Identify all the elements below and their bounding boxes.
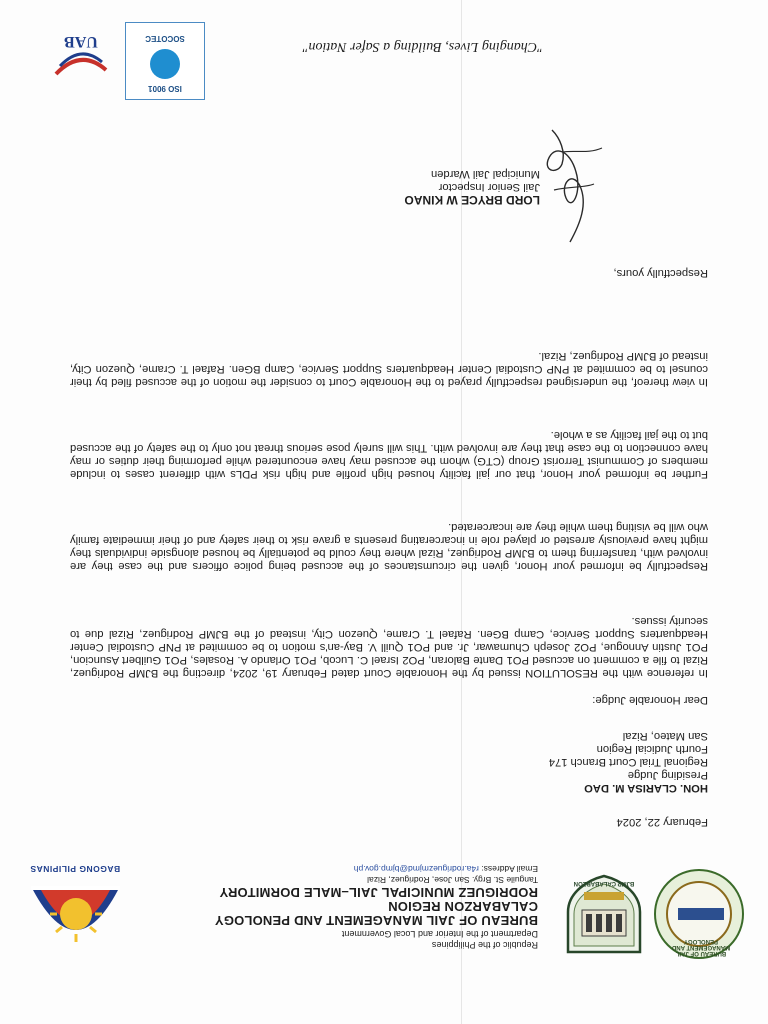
letter-date: February 22, 2024 (616, 816, 708, 828)
socotec-emblem-icon (150, 49, 180, 79)
signatory-block (404, 167, 540, 206)
bjmp-seal-building-icon (678, 908, 724, 920)
badge-banner-text: BJMP CALABARZON (573, 880, 635, 886)
signatory-rank: Jail Senior Inspector (438, 181, 540, 194)
addressee-location: San Mateo, Rizal (622, 730, 708, 743)
iso-certification-badge (125, 22, 205, 100)
addressee-name: HON. CLARISA M. DAO (584, 782, 708, 794)
closing: Respectfully yours, (613, 267, 708, 279)
letterhead-address: Tanguile St. Brgy. San Jose, Rodriguez, Rizal (367, 875, 538, 885)
socotec-label: SOCOTEC (145, 34, 185, 43)
body-paragraph-3: Further be informed your Honor, that our jail facility housed high profile and high risk PDLs with different cases to include members of Communist Terrorist Group (CTG) whom the accused may have encountered while performing their duties or may have connection to the case that they are involved with. This will surely pose serious threat not only to the safety of the accused but to the jail facility as a whole. (70, 429, 708, 480)
iso-label: ISO 9001 (148, 84, 182, 93)
letterhead-office: RODRIGUEZ MUNICIPAL JAIL–MALE DORMITORY (219, 885, 538, 900)
letterhead-department: Department of the Interior and Local Government (341, 929, 538, 939)
email-label: Email Address: (481, 864, 538, 874)
bagong-pilipinas-logo (23, 874, 128, 960)
bjmp-seal-text: BUREAU OF JAIL MANAGEMENT AND PENOLOGY (671, 938, 731, 956)
agency-motto: "Changing Lives, Building a Safer Nation" (302, 39, 543, 54)
bjmp-calabarzon-badge-logo (560, 874, 648, 958)
signatory-name: LORD BRYCE W KINAO (404, 193, 540, 207)
letterhead-email-row (354, 864, 538, 874)
bagong-pilipinas-caption: BAGONG PILIPINAS (29, 864, 121, 874)
addressee-region: Fourth Judicial Region (596, 743, 708, 756)
email-link[interactable]: r4a.rodriguezmjmd@bjmp.gov.ph (353, 864, 479, 874)
handwritten-signature (530, 126, 610, 244)
salutation: Dear Honorable Judge: (592, 694, 708, 706)
uab-label: UAB (64, 33, 98, 50)
signatory-position: Municipal Jail Warden (430, 168, 540, 181)
body-paragraph-4: In view thereof, the undersigned respectfully prayed to the Honorable Court to consider the motion of the accused filed by their counsel to be commited at PNP Custodial Center Headquarters Support Service, Camp BGen. Rafael T. Crame, Quezon City, instead of BJMP Rodriguez, Rizal. (70, 350, 708, 388)
body-paragraph-1: In reference with the RESOLUTION issued by the Honorable Court dated February 19, 2024, directing the BJMP Rodriguez, Rizal to file a comment on accused PO1 Dante Baloran, PO2 Israel C. Lucob, PO1 Orlando A. Rosales, PO1 Guilbert Asuncion, PO1 Justin Annogue, PO2 Joseph Chumawar, Jr. and PO1 Quill V. Bay-an's motion to be commited at PNP Custodial Center Headquarters Support Service, Camp BGen. Rafael T. Crame, Quezon City, instead of the BJMP Rodriguez, Rizal due to security issues. (70, 615, 708, 679)
letterhead-bureau: BUREAU OF JAIL MANAGEMENT AND PENOLOGY (214, 913, 538, 928)
addressee-title: Presiding Judge (627, 769, 708, 782)
letterhead-region: CALABARZON REGION (387, 899, 538, 914)
addressee-court: Regional Trial Court Branch 174 (548, 756, 708, 769)
addressee-block (549, 729, 708, 794)
body-paragraph-2: Respectfully be informed your Honor, given the circumstances of the accused being police officers and the case they are involved with, transferring them to BJMP Rodriguez, Rizal where they could be potentially be housed alongside individuals they might have previously arrested or played role in incarcerating presents a grave risk to their safety and of their immediate family who will be visiting them while they are incarcerated. (70, 521, 708, 572)
letterhead-republic: Republic of the Philippines (431, 940, 538, 950)
